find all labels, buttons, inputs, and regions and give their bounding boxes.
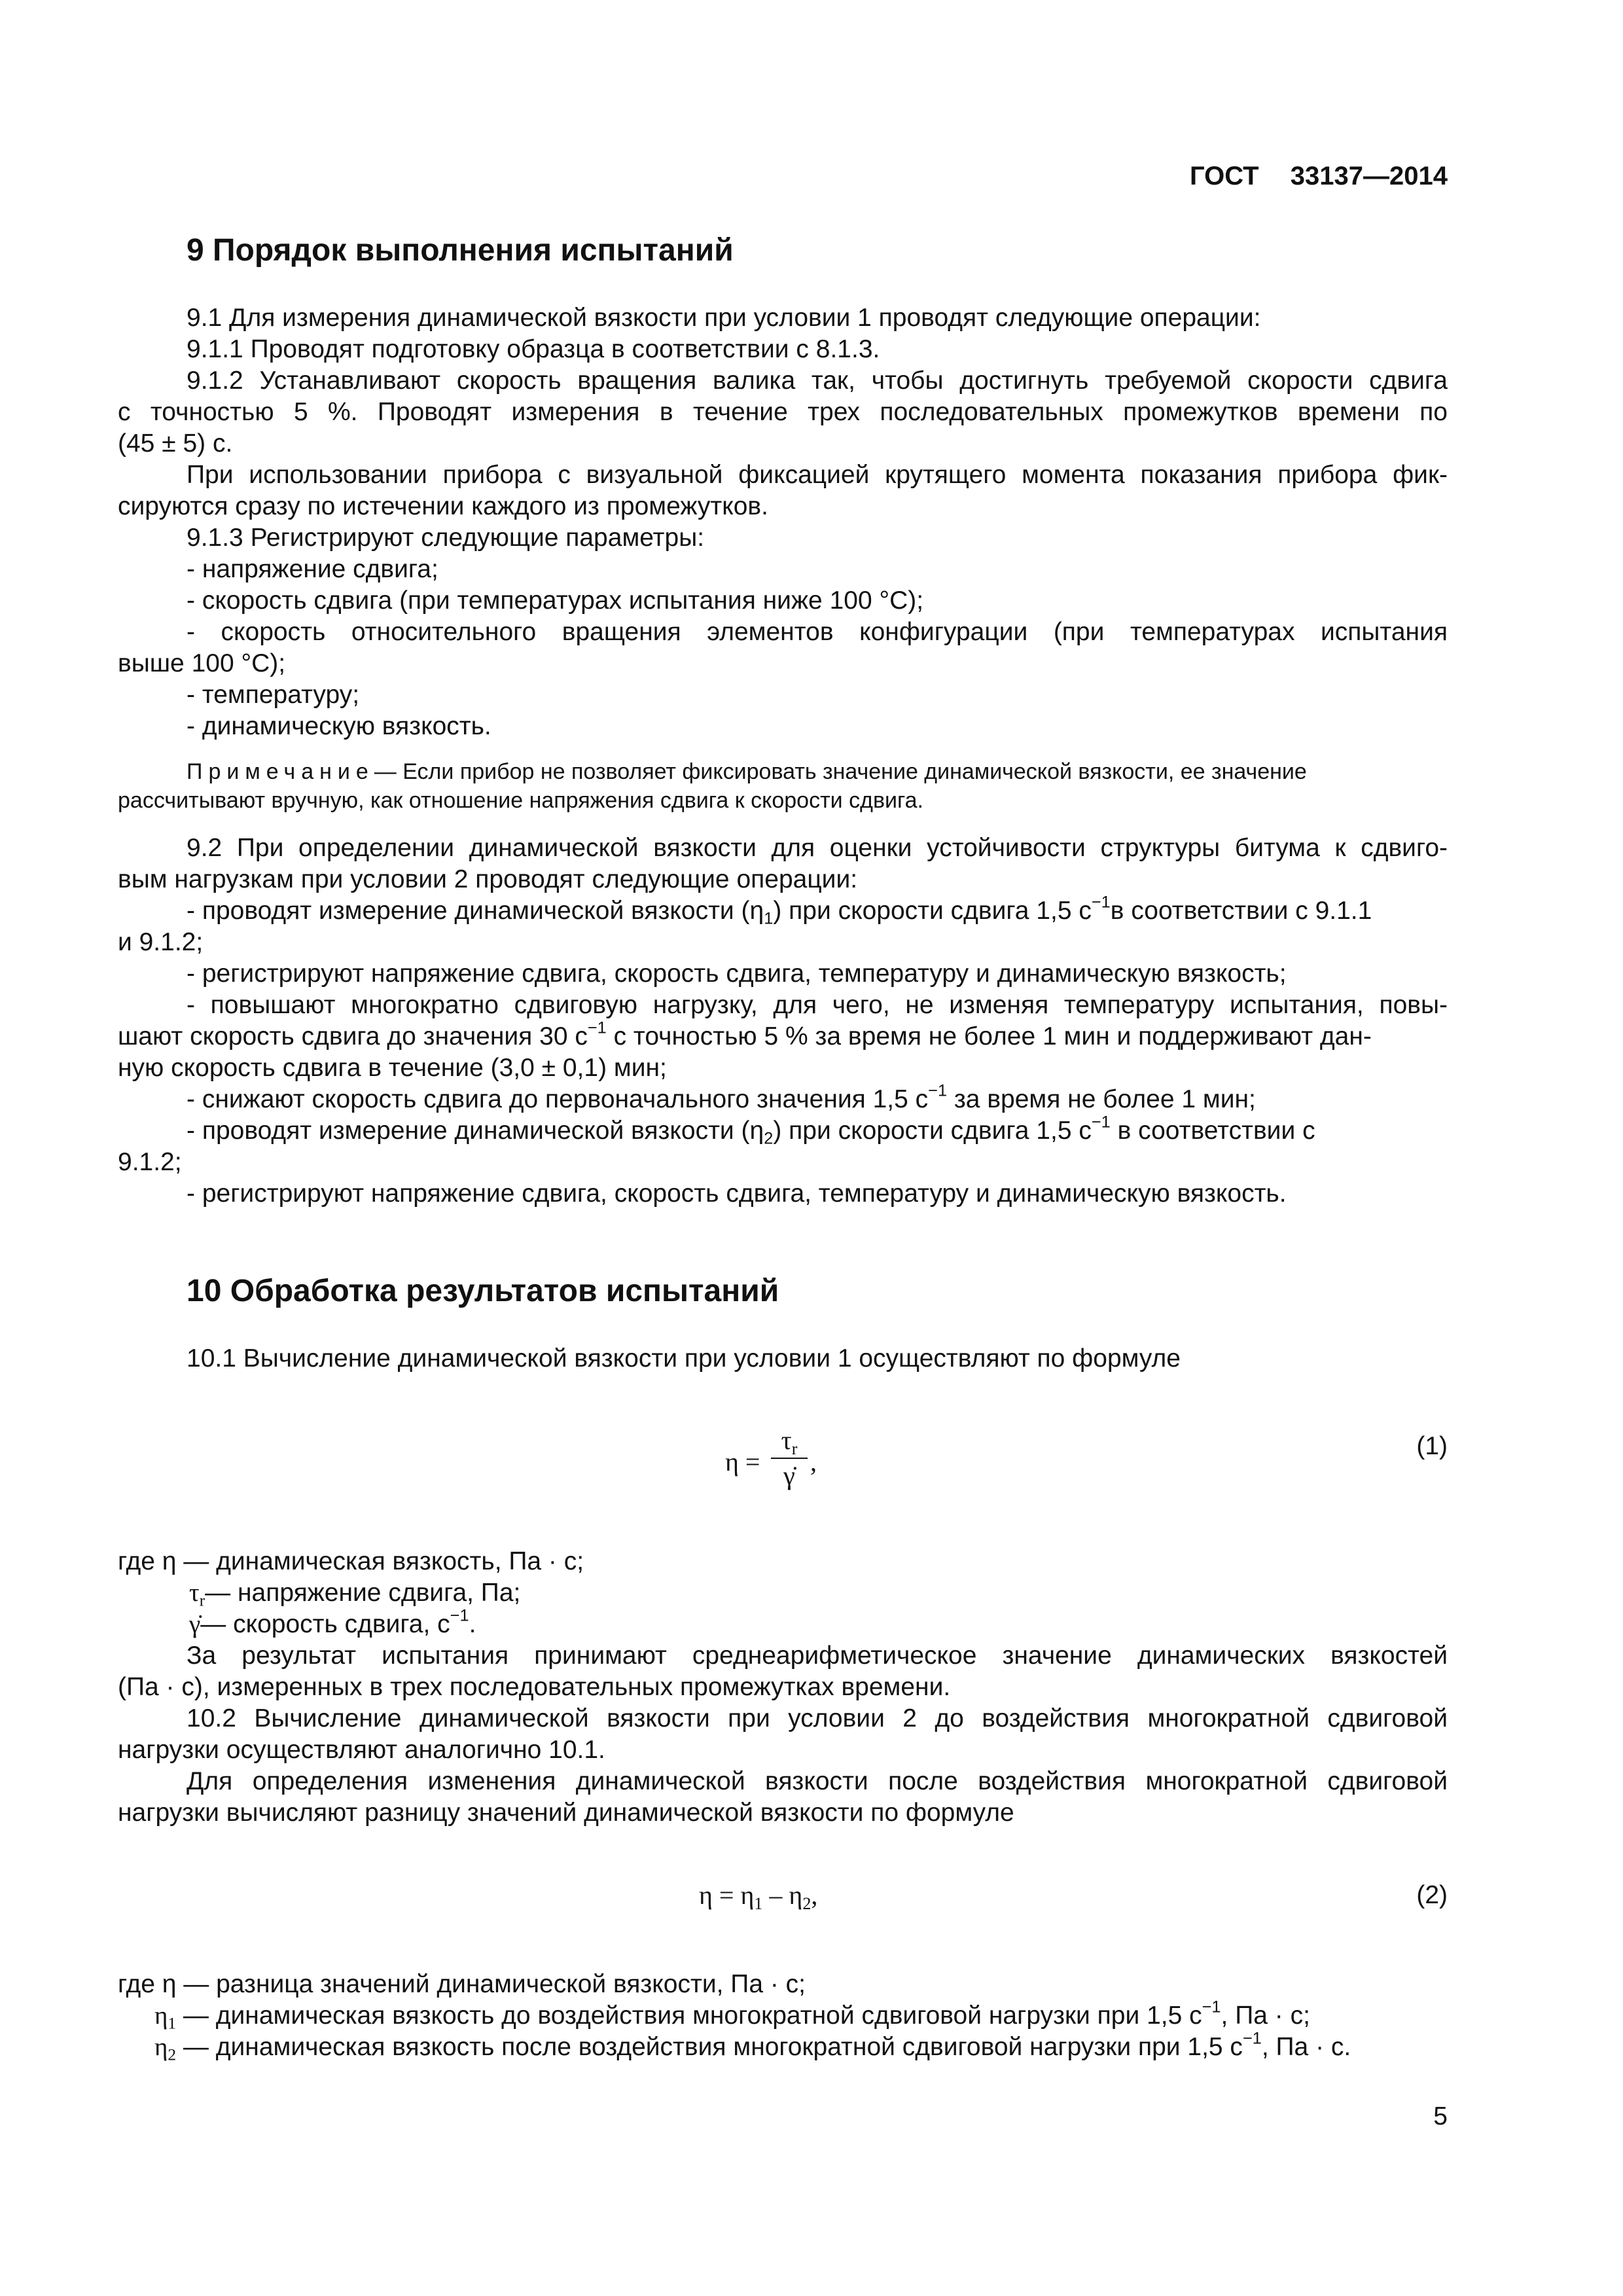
where-tau: $\tau_r—$ напряжение сдвига, Па; — [189, 1579, 521, 1610]
list-item: - регистрируют напряжение сдвига, скорость сдвига, температуру и динамическую вязкость; — [187, 960, 1287, 988]
list-item-continuation: ную скорость сдвига в течение (3,0 ± 0,1) мин; — [118, 1054, 667, 1082]
paragraph-10-2-line-2: нагрузки осуществляют аналогично 10.1. — [118, 1736, 605, 1764]
formula-1-denominator: γ̇ — [783, 1461, 795, 1490]
standard-number: 33137—2014 — [1290, 162, 1448, 190]
fraction-bar — [771, 1458, 808, 1459]
paragraph-9-2-line-2: вым нагрузкам при условии 2 проводят следующие операции: — [118, 865, 858, 893]
where-eta-difference: где η — разница значений динамической вязкости, Па · с; — [118, 1970, 806, 1998]
paragraph-result-line-2: (Па · с), измеренных в трех последовательных промежутках времени. — [118, 1673, 951, 1701]
paragraph-result-line-1: За результат испытания принимают среднеарифметическое значение динамических вязкостей — [187, 1641, 1448, 1670]
paragraph-9-1-2-line-1: 9.1.2 Устанавливают скорость вращения валика так, чтобы достигнуть требуемой скорости сдвига — [187, 367, 1448, 395]
paragraph-9-1: 9.1 Для измерения динамической вязкости при условии 1 проводят следующие операции: — [187, 304, 1261, 332]
list-item: - регистрируют напряжение сдвига, скорость сдвига, температуру и динамическую вязкость. — [187, 1179, 1287, 1208]
paragraph-10-2-line-1: 10.2 Вычисление динамической вязкости при условии 2 до воздействия многократной сдвиговой — [187, 1704, 1448, 1732]
list-item: - скорость сдвига (при температурах испытания ниже 100 °С); — [187, 586, 924, 615]
formula-1-fraction — [771, 1426, 808, 1491]
paragraph-difference-line-1: Для определения изменения динамической вязкости после воздействия многократной сдвиговой — [187, 1767, 1448, 1795]
paragraph-visual-line-1: При использовании прибора с визуальной фиксацией крутящего момента показания прибора фик- — [187, 461, 1448, 489]
formula-2-number: (2) — [1416, 1881, 1448, 1909]
list-item-continuation: и 9.1.2; — [118, 928, 204, 956]
paragraph-10-1: 10.1 Вычисление динамической вязкости при условии 1 осуществляют по формуле — [187, 1344, 1181, 1372]
list-item-continuation: 9.1.2; — [118, 1148, 182, 1176]
page-number: 5 — [1433, 2102, 1448, 2130]
note — [187, 757, 1307, 786]
paragraph-9-1-2-line-3: (45 ± 5) с. — [118, 429, 233, 457]
paragraph-9-1-1: 9.1.1 Проводят подготовку образца в соответствии с 8.1.3. — [187, 335, 880, 363]
list-item: - динамическую вязкость. — [187, 712, 491, 740]
formula-1-comma: , — [810, 1447, 817, 1477]
list-item: - температуру; — [187, 681, 360, 709]
note-text-line-1: — Если прибор не позволяет фиксировать значение динамической вязкости, ее значение — [374, 759, 1307, 784]
formula-1-lhs: η = — [725, 1447, 760, 1477]
paragraph-9-2-line-1: 9.2 При определении динамической вязкости для оценки устойчивости структуры битума к сдвиго- — [187, 834, 1448, 862]
where-eta-2: $\eta_2$ — динамическая вязкость после воздействия многократной сдвиговой нагрузки при 1,5 $с^{-1}$, Па · с. — [154, 2029, 1351, 2064]
section-9-title: 9 Порядок выполнения испытаний — [187, 233, 734, 268]
paragraph-visual-line-2: сируются сразу по истечении каждого из промежутков. — [118, 492, 768, 520]
list-item: - напряжение сдвига; — [187, 555, 438, 583]
where-eta: где η — динамическая вязкость, Па · с; — [118, 1547, 584, 1575]
note-text-line-2: рассчитывают вручную, как отношение напряжения сдвига к скорости сдвига. — [118, 788, 924, 813]
page-header — [1190, 162, 1448, 191]
paragraph-9-1-3: 9.1.3 Регистрируют следующие параметры: — [187, 524, 705, 552]
paragraph-difference-line-2: нагрузки вычисляют разницу значений динамической вязкости по формуле — [118, 1799, 1014, 1827]
list-item: - скорость относительного вращения элементов конфигурации (при температурах испытания — [187, 618, 1448, 646]
paragraph-9-1-2-line-2: с точностью 5 %. Проводят измерения в течение трех последовательных промежутков времени по — [118, 398, 1448, 426]
formula-2: $\eta = \eta_1 - \eta_2$, — [699, 1880, 818, 1913]
where-eta-1: $\eta_1$ — динамическая вязкость до воздействия многократной сдвиговой нагрузки при 1,5 $с^{-1}$, Па · с; — [154, 1998, 1310, 2033]
list-item-continuation: выше 100 °С); — [118, 649, 286, 677]
list-item: - снижают скорость сдвига до первоначального значения 1,5 $с^{-1}$ за время не более 1 мин; — [187, 1081, 1256, 1113]
list-item-continuation: шают скорость сдвига до значения 30 $с^{-1}$ с точностью 5 % за время не более 1 мин и поддерживают дан- — [118, 1018, 1372, 1050]
note-label: Примечание — [187, 759, 374, 784]
section-10-title: 10 Обработка результатов испытаний — [187, 1274, 779, 1308]
list-item: - проводят измерение динамической вязкости $(\eta_1)$ при скорости сдвига 1,5 $с^{-1}в$ соответствии с 9.1.1 — [187, 893, 1372, 928]
list-item: - проводят измерение динамической вязкости $(\eta_2)$ при скорости сдвига 1,5 $с^{-1}$ в соответствии с — [187, 1113, 1315, 1148]
list-item: - повышают многократно сдвиговую нагрузку, для чего, не изменяя температуру испытания, повы- — [187, 991, 1448, 1019]
formula-1-numerator: $\tau_r$ — [781, 1426, 798, 1458]
standard-label: ГОСТ — [1189, 162, 1259, 190]
formula-1-number: (1) — [1416, 1432, 1448, 1460]
where-gamma: γ̇— скорость сдвига, $с^{-1}$. — [189, 1606, 476, 1638]
